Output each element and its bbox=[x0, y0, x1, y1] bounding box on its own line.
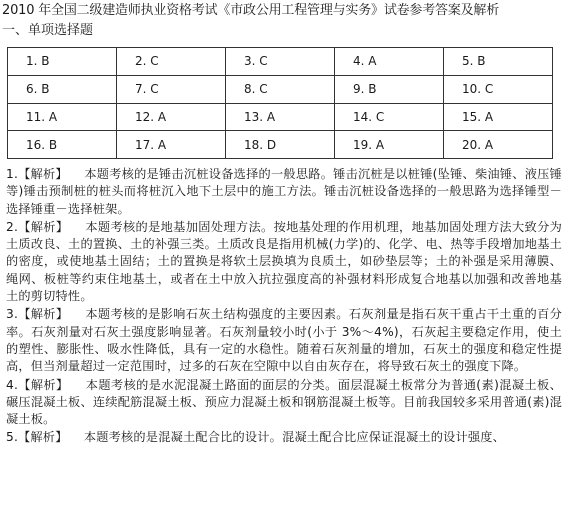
answer-cell: 16. B bbox=[8, 131, 117, 159]
answer-cell: 18. D bbox=[226, 131, 335, 159]
answer-cell: 3. C bbox=[226, 48, 335, 76]
answer-cell: 14. C bbox=[335, 103, 444, 131]
explanation-text: 本题考核的是影响石灰土结构强度的主要因素。石灰剂量是指石灰干重占干土重的百分率。石灰剂量对石灰土强度影响显著。石灰剂量较小时(小于 3%～4%)，石灰起主要稳定作用，使土的塑性、膨胀性、吸水性降低，具有一定的水稳性。随着石灰剂量的增加，石灰土的强度和稳定性提高，但当剂量超过一定范围时，过多的石灰在空隙中以自由灰存在，将导致石灰土的强度下降。 bbox=[6, 307, 563, 374]
explanation-text: 本题考核的是水泥混凝土路面的面层的分类。面层混凝土板常分为普通(素)混凝土板、碾压混凝土板、连续配筋混凝土板、预应力混凝土板和钢筋混凝土板等。目前我国较多采用普通(素)混凝土板。 bbox=[6, 377, 563, 427]
answer-cell: 19. A bbox=[335, 131, 444, 159]
table-row bbox=[8, 48, 553, 76]
explanation-label: 4.【解析】 bbox=[6, 377, 69, 392]
answer-cell: 9. B bbox=[335, 75, 444, 103]
answer-cell: 12. A bbox=[117, 103, 226, 131]
explanation-text: 本题考核的是混凝土配合比的设计。混凝土配合比应保证混凝土的设计强度、 bbox=[83, 430, 506, 445]
answer-table bbox=[7, 47, 553, 159]
explanation-1 bbox=[6, 166, 562, 218]
explanation-text: 本题考核的是锤击沉桩设备选择的一般思路。锤击沉桩是以桩锤(坠锤、柴油锤、液压锤等)锤击预制桩的桩头而将桩沉入地下土层中的施工方法。锤击沉桩设备选择的一般思路为选择锤型－选择锤重－选择桩架。 bbox=[6, 167, 563, 216]
section-heading: 一、单项选择题 bbox=[2, 23, 94, 38]
explanation-label: 1.【解析】 bbox=[6, 167, 68, 181]
answer-cell: 13. A bbox=[226, 103, 335, 131]
explanation-2 bbox=[6, 219, 562, 305]
answer-cell: 20. A bbox=[444, 131, 553, 159]
explanation-label: 2.【解析】 bbox=[6, 219, 69, 234]
table-row bbox=[8, 75, 553, 103]
explanation-5 bbox=[6, 429, 562, 446]
answer-cell: 11. A bbox=[8, 103, 117, 131]
answer-cell: 17. A bbox=[117, 131, 226, 159]
explanation-4 bbox=[6, 377, 562, 429]
answer-cell: 1. B bbox=[8, 48, 117, 76]
answer-cell: 15. A bbox=[444, 103, 553, 131]
table-row bbox=[8, 103, 553, 131]
explanation-label: 3.【解析】 bbox=[6, 307, 69, 322]
answer-cell: 4. A bbox=[335, 48, 444, 76]
answer-cell: 2. C bbox=[117, 48, 226, 76]
explanation-label: 5.【解析】 bbox=[6, 430, 68, 445]
table-row bbox=[8, 131, 553, 159]
answer-cell: 6. B bbox=[8, 75, 117, 103]
document-title: 2010 年全国二级建造师执业资格考试《市政公用工程管理与实务》试卷参考答案及解析 bbox=[2, 3, 500, 18]
answer-cell: 10. C bbox=[444, 75, 553, 103]
explanation-text: 本题考核的是地基加固处理方法。按地基处理的作用机理，地基加固处理方法大致分为土质改良、土的置换、土的补强三类。土质改良是指用机械(力学)的、化学、电、热等手段增加地基土的密度，或使地基土固结；土的置换是将软土层换填为良质土，如砂垫层等；土的补强是采用薄膜、绳网、板桩等约束住地基土，或者在土中放入抗拉强度高的补强材料形成复合地基以加强和改善地基土的剪切特性。 bbox=[6, 219, 563, 304]
explanations bbox=[6, 166, 562, 448]
answer-cell: 8. C bbox=[226, 75, 335, 103]
answer-cell: 7. C bbox=[117, 75, 226, 103]
explanation-3 bbox=[6, 306, 562, 375]
answer-cell: 5. B bbox=[444, 48, 553, 76]
